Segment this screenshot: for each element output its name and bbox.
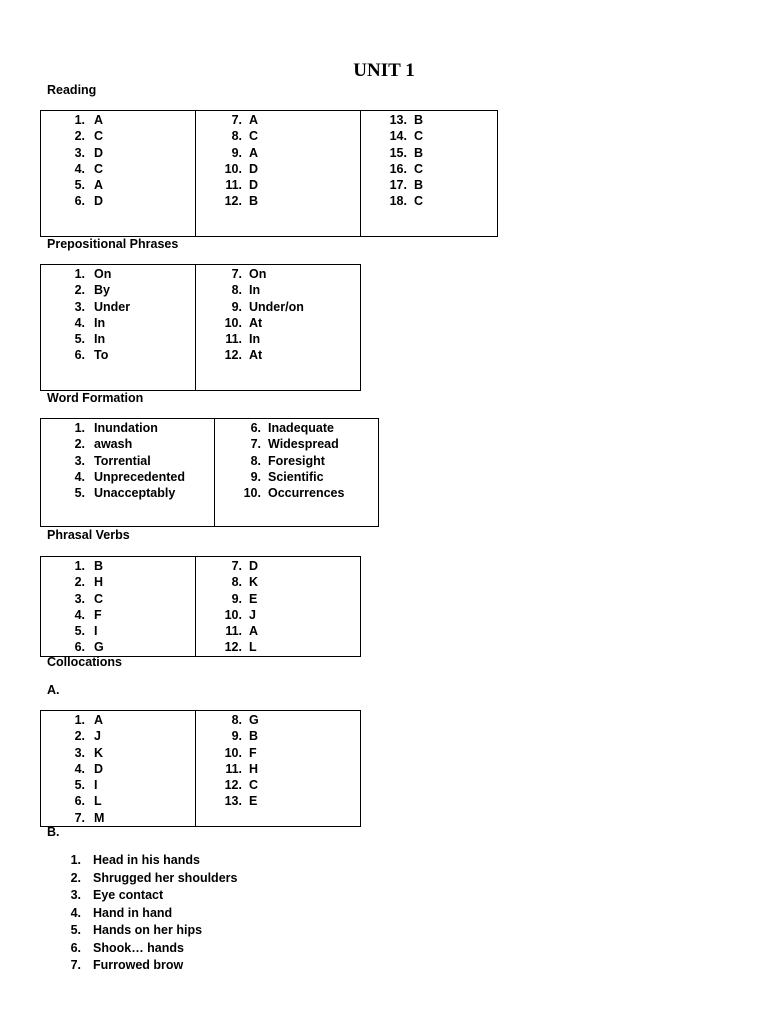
item-number: 7. <box>231 113 242 127</box>
item-number: 5. <box>74 624 85 639</box>
item-number: 6. <box>74 640 85 655</box>
prepositional-answer-table <box>40 264 361 391</box>
item-number: 18. <box>389 194 407 209</box>
item-number: 10. <box>243 486 261 501</box>
list-item <box>41 331 195 347</box>
prepositional-column-2 <box>196 265 361 391</box>
item-number: 16. <box>389 161 407 176</box>
item-answer: On <box>94 267 112 281</box>
list-item <box>361 193 497 209</box>
list-item <box>196 777 360 793</box>
item-number: 1. <box>74 559 85 573</box>
item-answer: D <box>94 145 104 160</box>
item-number: 4. <box>74 161 85 176</box>
item-number: 11. <box>225 761 242 776</box>
list-item <box>196 331 360 347</box>
item-answer: G <box>94 640 104 655</box>
item-answer: Hands on her hips <box>93 923 203 937</box>
item-answer: Under <box>94 299 131 314</box>
item-number: 6. <box>74 794 85 809</box>
item-number: 5. <box>74 178 85 193</box>
item-number: 3. <box>74 145 85 160</box>
list-item <box>196 591 360 607</box>
page-title: UNIT 1 <box>353 60 415 81</box>
item-number: 13. <box>224 794 242 809</box>
item-answer: A <box>94 178 104 193</box>
item-answer: Hand in hand <box>93 905 173 920</box>
item-answer: Scientific <box>268 469 324 484</box>
item-answer: Unacceptably <box>94 486 176 501</box>
item-number: 9. <box>231 729 242 744</box>
item-number: 10. <box>224 745 242 760</box>
item-answer: I <box>94 778 98 793</box>
list-item <box>40 852 237 870</box>
item-number: 1. <box>70 853 81 867</box>
list-item <box>41 485 214 501</box>
item-number: 6. <box>250 421 261 435</box>
item-answer: B <box>414 145 424 160</box>
item-answer: awash <box>94 437 133 452</box>
item-number: 4. <box>70 905 81 920</box>
list-item <box>215 453 378 469</box>
item-number: 1. <box>74 267 85 281</box>
item-answer: H <box>94 575 104 590</box>
item-answer: B <box>414 113 424 127</box>
item-number: 1. <box>74 421 85 435</box>
item-answer: J <box>94 729 101 744</box>
list-item <box>40 905 237 923</box>
item-number: 2. <box>74 283 85 298</box>
list-item <box>196 574 360 590</box>
item-answer: Head in his hands <box>93 853 200 867</box>
list-item <box>196 761 360 777</box>
list-item <box>215 436 378 452</box>
item-answer: D <box>249 161 259 176</box>
item-answer: In <box>249 283 261 298</box>
item-answer: B <box>94 559 104 573</box>
list-item <box>41 469 214 485</box>
item-number: 7. <box>74 810 85 825</box>
item-answer: At <box>249 348 263 363</box>
item-number: 2. <box>70 870 81 885</box>
item-answer: A <box>94 713 104 727</box>
list-item <box>196 266 360 282</box>
item-answer: C <box>249 778 259 793</box>
reading-column-3 <box>361 111 498 237</box>
item-answer: In <box>94 315 106 330</box>
item-number: 4. <box>74 315 85 330</box>
item-answer: Shrugged her shoulders <box>93 870 238 885</box>
collocations-a-column-2 <box>196 711 361 827</box>
collocations-a-answer-table <box>40 710 361 827</box>
reading-column-2 <box>196 111 361 237</box>
item-answer: In <box>249 332 261 347</box>
list-item <box>196 299 360 315</box>
list-item <box>41 793 195 809</box>
list-item <box>40 887 237 905</box>
item-number: 7. <box>231 559 242 573</box>
list-item <box>361 161 497 177</box>
item-answer: G <box>249 713 259 727</box>
item-answer: C <box>94 129 104 144</box>
item-answer: By <box>94 283 110 298</box>
item-answer: Foresight <box>268 453 325 468</box>
list-item <box>196 558 360 574</box>
list-item <box>196 193 360 209</box>
list-item <box>41 761 195 777</box>
list-item <box>41 128 195 144</box>
item-number: 6. <box>74 194 85 209</box>
item-answer: A <box>249 624 259 639</box>
list-item <box>41 777 195 793</box>
item-number: 11. <box>225 178 242 193</box>
item-number: 5. <box>74 332 85 347</box>
item-answer: Inundation <box>94 421 158 435</box>
item-answer: E <box>249 794 258 809</box>
item-number: 3. <box>74 591 85 606</box>
item-number: 8. <box>250 453 261 468</box>
reading-answer-table <box>40 110 498 237</box>
item-answer: Occurrences <box>268 486 345 501</box>
item-number: 9. <box>231 299 242 314</box>
item-number: 8. <box>231 575 242 590</box>
list-item <box>41 810 195 826</box>
item-number: 4. <box>74 607 85 622</box>
list-item <box>196 177 360 193</box>
reading-heading: Reading <box>47 83 97 97</box>
item-answer: At <box>249 315 263 330</box>
item-answer: E <box>249 591 258 606</box>
item-answer: D <box>249 559 259 573</box>
list-item <box>41 112 195 128</box>
item-answer: F <box>94 607 102 622</box>
list-item <box>41 453 214 469</box>
list-item <box>41 145 195 161</box>
item-number: 7. <box>231 267 242 281</box>
item-number: 12. <box>224 640 242 655</box>
prepositional-heading: Prepositional Phrases <box>47 237 179 251</box>
item-answer: M <box>94 810 105 825</box>
item-answer: C <box>414 129 424 144</box>
item-number: 15. <box>389 145 407 160</box>
item-number: 12. <box>224 194 242 209</box>
list-item <box>41 299 195 315</box>
item-answer: Inadequate <box>268 421 334 435</box>
list-item <box>41 591 195 607</box>
item-number: 8. <box>231 713 242 727</box>
item-number: 12. <box>224 778 242 793</box>
item-number: 3. <box>74 299 85 314</box>
list-item <box>41 745 195 761</box>
list-item <box>41 607 195 623</box>
item-number: 9. <box>250 469 261 484</box>
list-item <box>40 940 237 958</box>
list-item <box>196 145 360 161</box>
list-item <box>196 128 360 144</box>
item-number: 6. <box>74 348 85 363</box>
item-number: 3. <box>74 453 85 468</box>
item-answer: L <box>249 640 257 655</box>
list-item <box>196 745 360 761</box>
item-answer: J <box>249 607 256 622</box>
phrasal-verbs-column-1 <box>41 557 196 657</box>
list-item <box>196 623 360 639</box>
collocations-part-b-label: B. <box>47 825 60 839</box>
item-number: 4. <box>74 469 85 484</box>
item-answer: L <box>94 794 102 809</box>
item-number: 5. <box>74 486 85 501</box>
list-item <box>196 793 360 809</box>
list-item <box>41 436 214 452</box>
item-number: 4. <box>74 761 85 776</box>
item-number: 6. <box>70 940 81 955</box>
item-answer: B <box>249 194 259 209</box>
list-item <box>196 112 360 128</box>
collocations-part-a-label: A. <box>47 683 60 697</box>
list-item <box>41 728 195 744</box>
collocations-b-list <box>40 852 237 975</box>
item-number: 7. <box>70 958 81 972</box>
list-item <box>215 469 378 485</box>
item-number: 13. <box>389 113 407 127</box>
item-answer: A <box>249 145 259 160</box>
item-answer: Shook… hands <box>93 940 184 955</box>
list-item <box>40 957 237 975</box>
list-item <box>196 282 360 298</box>
list-item <box>196 347 360 363</box>
list-item <box>196 712 360 728</box>
item-answer: K <box>94 745 104 760</box>
item-number: 10. <box>224 315 242 330</box>
item-answer: Eye contact <box>93 888 164 902</box>
prepositional-column-1 <box>41 265 196 391</box>
item-number: 1. <box>74 113 85 127</box>
list-item <box>41 420 214 436</box>
item-answer: C <box>414 194 424 209</box>
item-number: 2. <box>74 575 85 590</box>
item-number: 10. <box>224 607 242 622</box>
item-number: 11. <box>225 624 242 639</box>
item-answer: A <box>249 113 259 127</box>
item-answer: H <box>249 761 259 776</box>
item-number: 9. <box>231 145 242 160</box>
item-number: 2. <box>74 729 85 744</box>
list-item <box>41 712 195 728</box>
item-number: 3. <box>74 745 85 760</box>
list-item <box>40 870 237 888</box>
item-number: 9. <box>231 591 242 606</box>
list-item <box>41 315 195 331</box>
item-number: 8. <box>231 129 242 144</box>
list-item <box>361 145 497 161</box>
list-item <box>41 161 195 177</box>
item-number: 2. <box>74 129 85 144</box>
word-formation-column-2 <box>215 419 379 527</box>
list-item <box>41 282 195 298</box>
list-item <box>215 485 378 501</box>
item-answer: Torrential <box>94 453 151 468</box>
item-answer: D <box>94 761 104 776</box>
phrasal-verbs-answer-table <box>40 556 361 657</box>
list-item <box>41 639 195 655</box>
list-item <box>215 420 378 436</box>
list-item <box>196 607 360 623</box>
item-number: 1. <box>74 713 85 727</box>
reading-column-1 <box>41 111 196 237</box>
item-answer: C <box>94 161 104 176</box>
list-item <box>196 639 360 655</box>
item-answer: C <box>249 129 259 144</box>
item-number: 12. <box>224 348 242 363</box>
collocations-a-column-1 <box>41 711 196 827</box>
item-number: 5. <box>70 923 81 937</box>
list-item <box>41 574 195 590</box>
list-item <box>196 161 360 177</box>
item-number: 17. <box>389 178 407 193</box>
item-number: 3. <box>70 888 81 902</box>
phrasal-verbs-heading: Phrasal Verbs <box>47 528 130 542</box>
list-item <box>41 193 195 209</box>
item-answer: D <box>94 194 104 209</box>
list-item <box>41 177 195 193</box>
list-item <box>41 558 195 574</box>
list-item <box>196 315 360 331</box>
item-answer: F <box>249 745 257 760</box>
list-item <box>361 177 497 193</box>
collocations-heading: Collocations <box>47 655 123 669</box>
list-item <box>41 266 195 282</box>
item-answer: B <box>414 178 424 193</box>
item-answer: K <box>249 575 259 590</box>
list-item <box>361 112 497 128</box>
word-formation-heading: Word Formation <box>47 391 144 405</box>
item-answer: C <box>94 591 104 606</box>
item-answer: A <box>94 113 104 127</box>
item-answer: Widespread <box>268 437 339 452</box>
item-answer: I <box>94 624 98 639</box>
word-formation-column-1 <box>41 419 215 527</box>
item-answer: Furrowed brow <box>93 958 184 972</box>
item-answer: C <box>414 161 424 176</box>
item-answer: Under/on <box>249 299 304 314</box>
item-number: 7. <box>250 437 261 452</box>
item-answer: On <box>249 267 267 281</box>
word-formation-answer-table <box>40 418 379 527</box>
list-item <box>41 347 195 363</box>
item-answer: B <box>249 729 259 744</box>
list-item <box>361 128 497 144</box>
item-answer: D <box>249 178 259 193</box>
list-item <box>41 623 195 639</box>
item-number: 14. <box>389 129 407 144</box>
item-number: 11. <box>225 332 242 347</box>
item-number: 8. <box>231 283 242 298</box>
list-item <box>196 728 360 744</box>
list-item <box>40 922 237 940</box>
item-answer: To <box>94 348 109 363</box>
item-number: 2. <box>74 437 85 452</box>
item-answer: Unprecedented <box>94 469 185 484</box>
item-answer: In <box>94 332 106 347</box>
item-number: 10. <box>224 161 242 176</box>
phrasal-verbs-column-2 <box>196 557 361 657</box>
item-number: 5. <box>74 778 85 793</box>
